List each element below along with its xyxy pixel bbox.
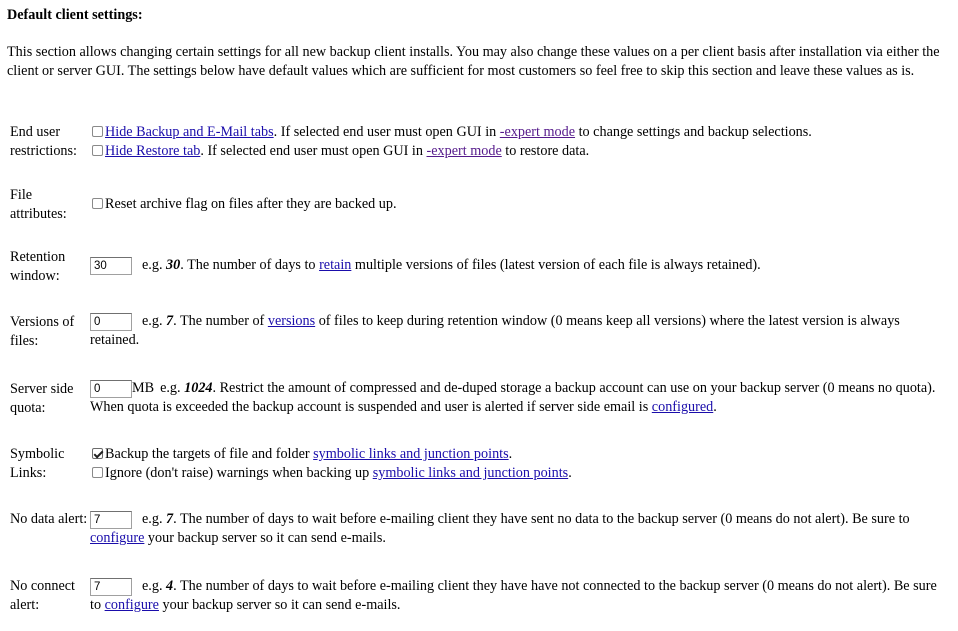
end-user-label: End user restrictions:	[10, 124, 77, 159]
retention-eg: e.g.	[142, 257, 167, 273]
reset-archive-checkbox[interactable]	[92, 198, 103, 209]
expert-mode-link-1[interactable]: -expert mode	[499, 124, 576, 140]
retention-label: Retention window:	[10, 249, 66, 284]
configure-link-1[interactable]: configure	[90, 530, 145, 546]
quota-example: 1024	[184, 380, 213, 396]
reset-archive-text: Reset archive flag on files after they are backed up.	[105, 196, 397, 212]
versions-label: Versions of files:	[10, 314, 75, 349]
hide-restore-text: . If selected end user must open GUI in	[200, 143, 427, 159]
no-connect-eg: e.g.	[142, 578, 167, 594]
versions-row	[90, 312, 945, 350]
quota-eg: e.g.	[160, 380, 185, 396]
hide-restore-row	[90, 142, 950, 161]
no-connect-example: 4	[166, 578, 174, 594]
symbolic-backup-text: Backup the targets of file and folder	[105, 446, 314, 462]
no-data-example: 7	[166, 511, 174, 527]
symbolic-ignore-checkbox[interactable]	[92, 467, 103, 478]
no-data-text: . The number of days to wait before e-mailing client they have sent no data to the backup server (0 means do not alert). Be sure to	[173, 511, 910, 527]
retention-input[interactable]: 30	[90, 257, 132, 275]
end-user-options	[90, 123, 950, 161]
hide-backup-link[interactable]: Hide Backup and E-Mail tabs	[105, 124, 274, 140]
no-data-label: No data alert:	[10, 511, 88, 527]
no-connect-input[interactable]: 7	[90, 578, 132, 596]
file-attributes-row	[90, 195, 950, 214]
retention-text: . The number of days to	[180, 257, 320, 273]
symbolic-link-2[interactable]: symbolic links and junction points	[372, 465, 569, 481]
hide-backup-text: . If selected end user must open GUI in	[273, 124, 500, 140]
expert-mode-link-2[interactable]: -expert mode	[426, 143, 502, 159]
retention-row	[90, 256, 950, 275]
hide-restore-text-2: to restore data.	[501, 143, 590, 159]
configure-link-2[interactable]: configure	[104, 597, 159, 613]
quota-input[interactable]: 0	[90, 380, 132, 398]
symbolic-link-1[interactable]: symbolic links and junction points	[313, 446, 509, 462]
quota-row	[90, 379, 945, 417]
versions-input[interactable]: 0	[90, 313, 132, 331]
symbolic-backup-row	[90, 445, 950, 464]
no-connect-label: No connect alert:	[10, 578, 76, 613]
quota-text: . Restrict the amount of compressed and de-duped storage a backup account can use on your backup server (0 means no quota). When quota is exceeded the backup account is suspended and user is alerted if server side email is	[90, 380, 936, 415]
symbolic-end-2: .	[568, 465, 572, 481]
symbolic-end-1: .	[508, 446, 513, 462]
versions-text: . The number of	[173, 313, 268, 329]
symbolic-ignore-row	[90, 464, 950, 483]
retain-link[interactable]: retain	[319, 257, 352, 273]
symbolic-label: Symbolic Links:	[10, 446, 65, 481]
hide-backup-checkbox[interactable]	[92, 126, 103, 137]
versions-text-2: of files to keep during retention window (0 means keep all versions) where the latest version is always retained.	[90, 313, 900, 348]
section-title: Default client settings:	[7, 7, 143, 23]
quota-unit: MB	[132, 380, 155, 396]
hide-backup-text-2: to change settings and backup selections.	[575, 124, 812, 140]
no-connect-text-2: your backup server so it can send e-mails.	[158, 597, 401, 613]
no-data-text-2: your backup server so it can send e-mails.	[144, 530, 386, 546]
symbolic-backup-checkbox[interactable]	[92, 448, 103, 459]
versions-link[interactable]: versions	[267, 313, 316, 329]
no-connect-row	[90, 577, 950, 615]
quota-label: Server side quota:	[10, 381, 74, 416]
hide-restore-checkbox[interactable]	[92, 145, 103, 156]
versions-example: 7	[166, 313, 174, 329]
symbolic-options	[90, 445, 950, 483]
section-intro: This section allows changing certain settings for all new backup client installs. You may also change these values on a per client basis after installation via either the client or server GUI. The settings below have default values which are sufficient for most customers so feel free to skip this section and leave these values as is.	[7, 44, 940, 79]
no-data-eg: e.g.	[142, 511, 167, 527]
retention-example: 30	[166, 257, 181, 273]
symbolic-ignore-text: Ignore (don't raise) warnings when backing up	[105, 465, 373, 481]
versions-eg: e.g.	[142, 313, 167, 329]
configured-link[interactable]: configured	[651, 399, 714, 415]
quota-text-2: .	[713, 399, 717, 415]
hide-restore-link[interactable]: Hide Restore tab	[105, 143, 201, 159]
hide-backup-row	[90, 123, 950, 142]
retention-text-2: multiple versions of files (latest version of each file is always retained).	[351, 257, 761, 273]
no-data-input[interactable]: 7	[90, 511, 132, 529]
no-data-row	[90, 510, 948, 548]
no-connect-text: . The number of days to wait before e-mailing client they have have not connected to the backup server (0 means do not alert). Be sure to	[90, 578, 937, 613]
file-attributes-label: File attributes:	[10, 187, 67, 222]
